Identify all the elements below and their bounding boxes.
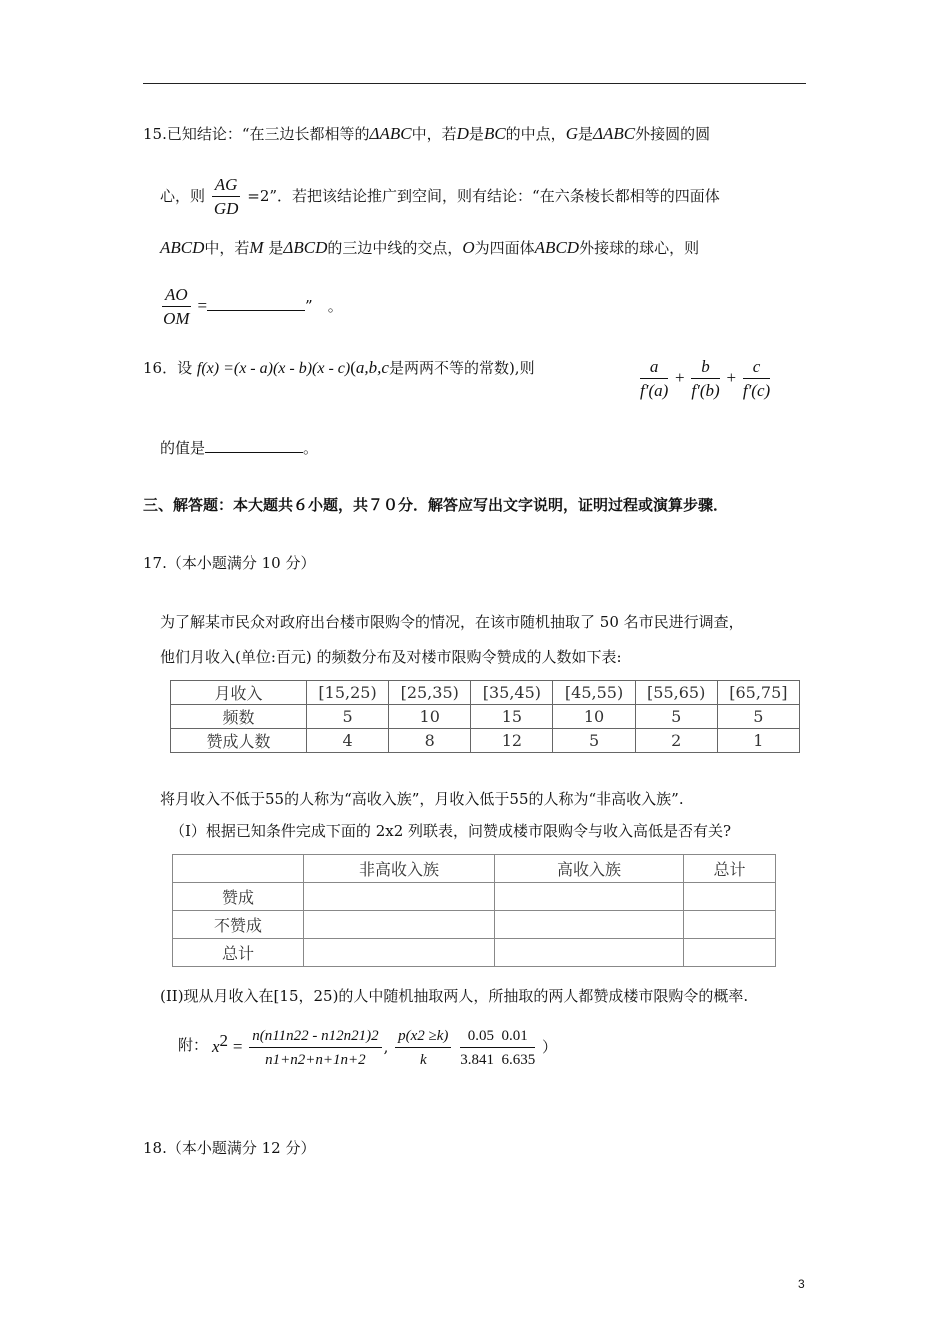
table-header-row: 非高收入族 高收入族 总计 — [173, 855, 776, 883]
q17-para3: 将月收入不低于55的人称为“高收入族”，月收入低于55的人称为“非高收入族”. — [160, 790, 684, 808]
fraction-ao-om: $\frac{AO}{OM}$ — [163, 285, 190, 328]
q17-part2: (II)现从月收入在[15，25)的人中随机抽取两人，所抽取的两人都赞成楼市限购令的概率. — [160, 987, 749, 1005]
header-rule — [143, 83, 806, 84]
critical-values: $\frac{0.05 0.01}{3.841 6.635}$ — [460, 1028, 536, 1068]
q17-para1: 为了解某市民众对政府出台楼市限购令的情况，在该市随机抽取了 50 名市民进行调查， — [160, 613, 744, 631]
q15-line4: $\frac{AO}{OM}$ = ” 。 — [163, 285, 343, 328]
q15-line1: 15.已知结论：“在三边长都相等的ΔABC中，若D是BC的中点，G是ΔABC外接圆的圆 — [143, 124, 711, 143]
fraction-a: $\frac{a}{f'(a)}$ — [640, 357, 669, 400]
table-row: 赞成 — [173, 883, 776, 911]
page-number: 3 — [798, 1277, 805, 1291]
table-row: 总计 — [173, 939, 776, 967]
frequency-table — [170, 680, 800, 753]
q18-heading: 18.（本小题满分 12 分） — [143, 1139, 316, 1157]
table-header-row: 月收入 [15,25) [25,35) [35,45) [45,55) [55,65) [65,75] — [171, 681, 800, 705]
q16-line2: 的值是 。 — [160, 436, 318, 458]
q17-part1: （Ⅰ）根据已知条件完成下面的 2x2 列联表，问赞成楼市限购令与收入高低是否有关? — [170, 822, 732, 840]
probability-fraction: $\frac{p(x2 \ge k)}{k}$ — [395, 1027, 451, 1069]
fraction-b: $\frac{b}{f'(b)}$ — [691, 357, 720, 400]
q16-fractions: $\frac{a}{f'(a)}$ + $\frac{b}{f'(b)}$ + $\frac{c}{f'(c)}$ — [640, 357, 771, 400]
fraction-c: $\frac{c}{f'(c)}$ — [742, 357, 771, 400]
q15-line2: 心，则 $\frac{AG}{GD}$ =2”．若把该结论推广到空间，则有结论：“在六条棱长都相等的四面体 — [160, 175, 720, 218]
chi-square-fraction: $\frac{n(n11n22 - n12n21)2}{n1+n2+n+1n+2}$ — [249, 1027, 381, 1069]
fraction-ag-gd: $\frac{AG}{GD}$ — [212, 176, 241, 218]
answer-blank-16 — [205, 436, 303, 453]
contingency-table — [172, 854, 776, 967]
q17-heading: 17.（本小题满分 10 分） — [143, 554, 316, 572]
q16-line1: 16．设 f(x) =(x - a)(x - b)(x - c)(a,b,c是两两不等的常数),则 — [143, 358, 535, 377]
table-row: 频数 5 10 15 10 5 5 — [171, 705, 800, 729]
answer-blank-15 — [207, 294, 305, 311]
chi-square-formula: $x^2$ = $\frac{n(n11n22 - n12n21)2}{n1+n2+n+1n+2}$ , $\frac{p(x2 \ge k)}{k}$ $\frac{0.05 0.01}{3.841 6.635}$ ） — [212, 1028, 557, 1068]
q17-para2: 他们月收入(单位:百元) 的频数分布及对楼市限购令赞成的人数如下表: — [160, 648, 622, 666]
table-row: 赞成人数 4 8 12 5 2 1 — [171, 729, 800, 753]
section-heading: 三、解答题：本大题共６小题，共７０分．解答应写出文字说明，证明过程或演算步骤． — [143, 496, 729, 514]
q15-line3: ABCD中，若M 是ΔBCD的三边中线的交点，O为四面体ABCD外接球的球心，则 — [160, 238, 700, 257]
table-row: 不赞成 — [173, 911, 776, 939]
appendix-label: 附： — [178, 1036, 209, 1054]
